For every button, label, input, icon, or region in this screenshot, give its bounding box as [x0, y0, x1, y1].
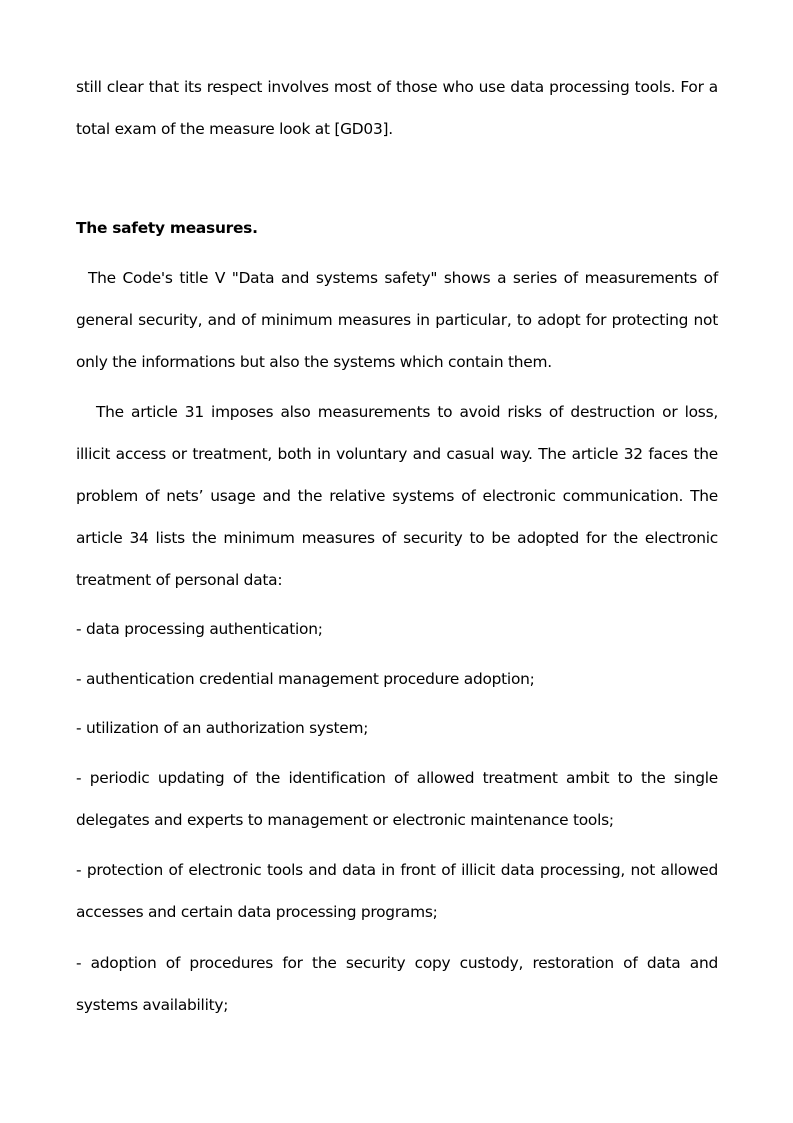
section-heading: The safety measures.: [76, 219, 258, 237]
list-item: - protection of electronic tools and data in front of illicit data processing, not allowed accesses and certain data processing programs;: [76, 861, 718, 921]
document-page: [76, 0, 718, 1123]
list-item: - data processing authentication;: [76, 620, 323, 638]
paragraph-title-v: The Code's title V "Data and systems safety" shows a series of measurements of general security, and of minimum measures in particular, to adopt for protecting not only the informations but also the systems which contain them.: [76, 269, 718, 371]
list-item: - adoption of procedures for the security copy custody, restoration of data and systems availability;: [76, 954, 718, 1014]
list-item: - periodic updating of the identification of allowed treatment ambit to the single delegates and experts to management or electronic maintenance tools;: [76, 769, 718, 829]
continuation-paragraph: still clear that its respect involves most of those who use data processing tools. For a total exam of the measure look at [GD03].: [76, 78, 718, 138]
paragraph-articles: The article 31 imposes also measurements to avoid risks of destruction or loss, illicit access or treatment, both in voluntary and casual way. The article 32 faces the problem of nets’ usage and the relative systems of electronic communication. The article 34 lists the minimum measures of security to be adopted for the electronic treatment of personal data:: [76, 403, 718, 589]
list-item: - utilization of an authorization system;: [76, 719, 369, 737]
list-item: - authentication credential management procedure adoption;: [76, 670, 535, 688]
